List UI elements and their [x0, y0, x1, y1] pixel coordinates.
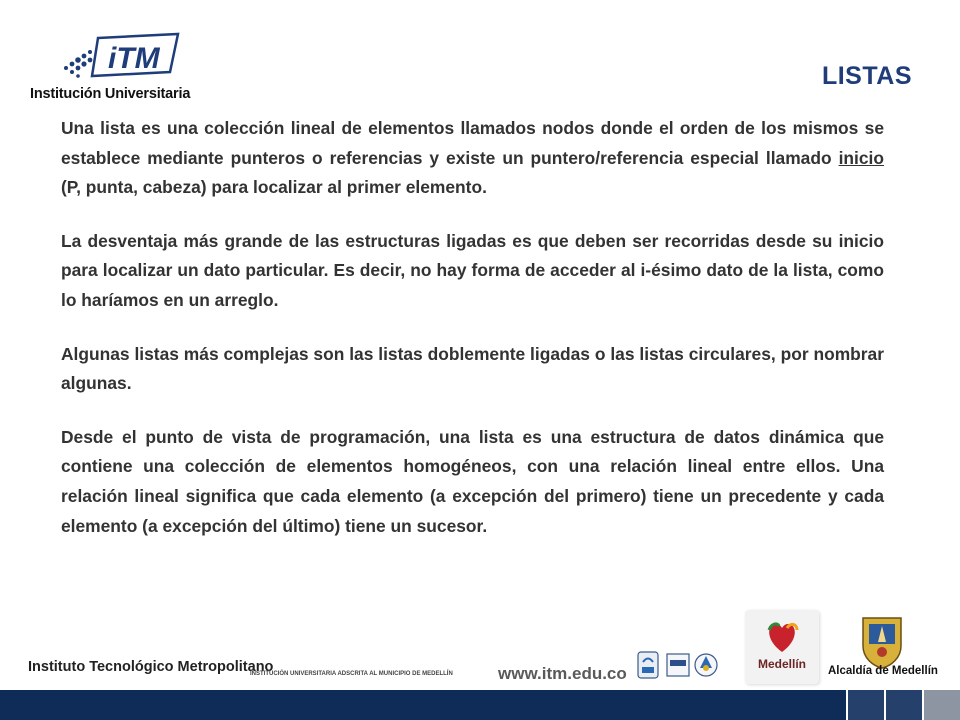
certification-seal-icon [636, 650, 660, 680]
footer-institution-subtitle: INSTITUCIÓN UNIVERSITARIA ADSCRITA AL MUNICIPIO DE MEDELLÍN [250, 671, 453, 677]
itm-logo-mark-icon [58, 32, 186, 84]
paragraph-3: Algunas listas más complejas son las listas doblemente ligadas o las listas circulares, por nombrar algunas. [61, 343, 884, 394]
accreditation-seal-icon [694, 650, 718, 680]
slide-body [61, 114, 884, 541]
paragraph-1-post: (P, punta, cabeza) para localizar al primer elemento. [61, 177, 487, 198]
bottom-bar-segment [886, 690, 922, 720]
bottom-bar-segment-light [924, 690, 960, 720]
footer-website: www.itm.edu.co [498, 664, 627, 683]
medellin-heart-icon [745, 610, 819, 658]
paragraph-4: Desde el punto de vista de programación, una lista es una estructura de datos dinámica que contiene una colección de elementos homogéneos, con una relación lineal entre ellos. Una relación lineal significa que cada elemento (a excepción del primero) tiene un precedente y cada elemento (a excepción del último) tiene un sucesor. [61, 426, 884, 536]
iqnet-seal-icon [666, 650, 690, 680]
footer-institution-name: Instituto Tecnológico Metropolitano [28, 659, 274, 675]
paragraph-2: La desventaja más grande de las estructuras ligadas es que deben ser recorridas desde su inicio para localizar un dato particular. Es decir, no hay forma de acceder al i-ésimo dato de la lista, como lo haríamos en un arreglo. [61, 230, 884, 310]
slide-title: LISTAS [821, 62, 912, 90]
medellin-coat-of-arms-icon [857, 612, 907, 670]
bottom-bar-segment [848, 690, 884, 720]
logo-subtitle: Institución Universitaria [30, 86, 191, 102]
alcaldia-name: Alcaldía de Medellín [828, 665, 938, 677]
paragraph-1-pre: Una lista es una colección lineal de elementos llamados nodos donde el orden de los mismos se establece mediante punteros o referencias y existe un puntero/referencia especial llamado [61, 118, 884, 168]
itm-logo [28, 32, 191, 104]
logo-mark-text: iTM [108, 42, 160, 75]
bottom-bar [0, 690, 960, 720]
inicio-term: inicio [838, 147, 884, 168]
medellin-brand-logo [745, 610, 819, 684]
medellin-brand-text: Medellín [757, 657, 806, 671]
paragraph-1 [61, 114, 884, 203]
bottom-bar-main [0, 690, 846, 720]
